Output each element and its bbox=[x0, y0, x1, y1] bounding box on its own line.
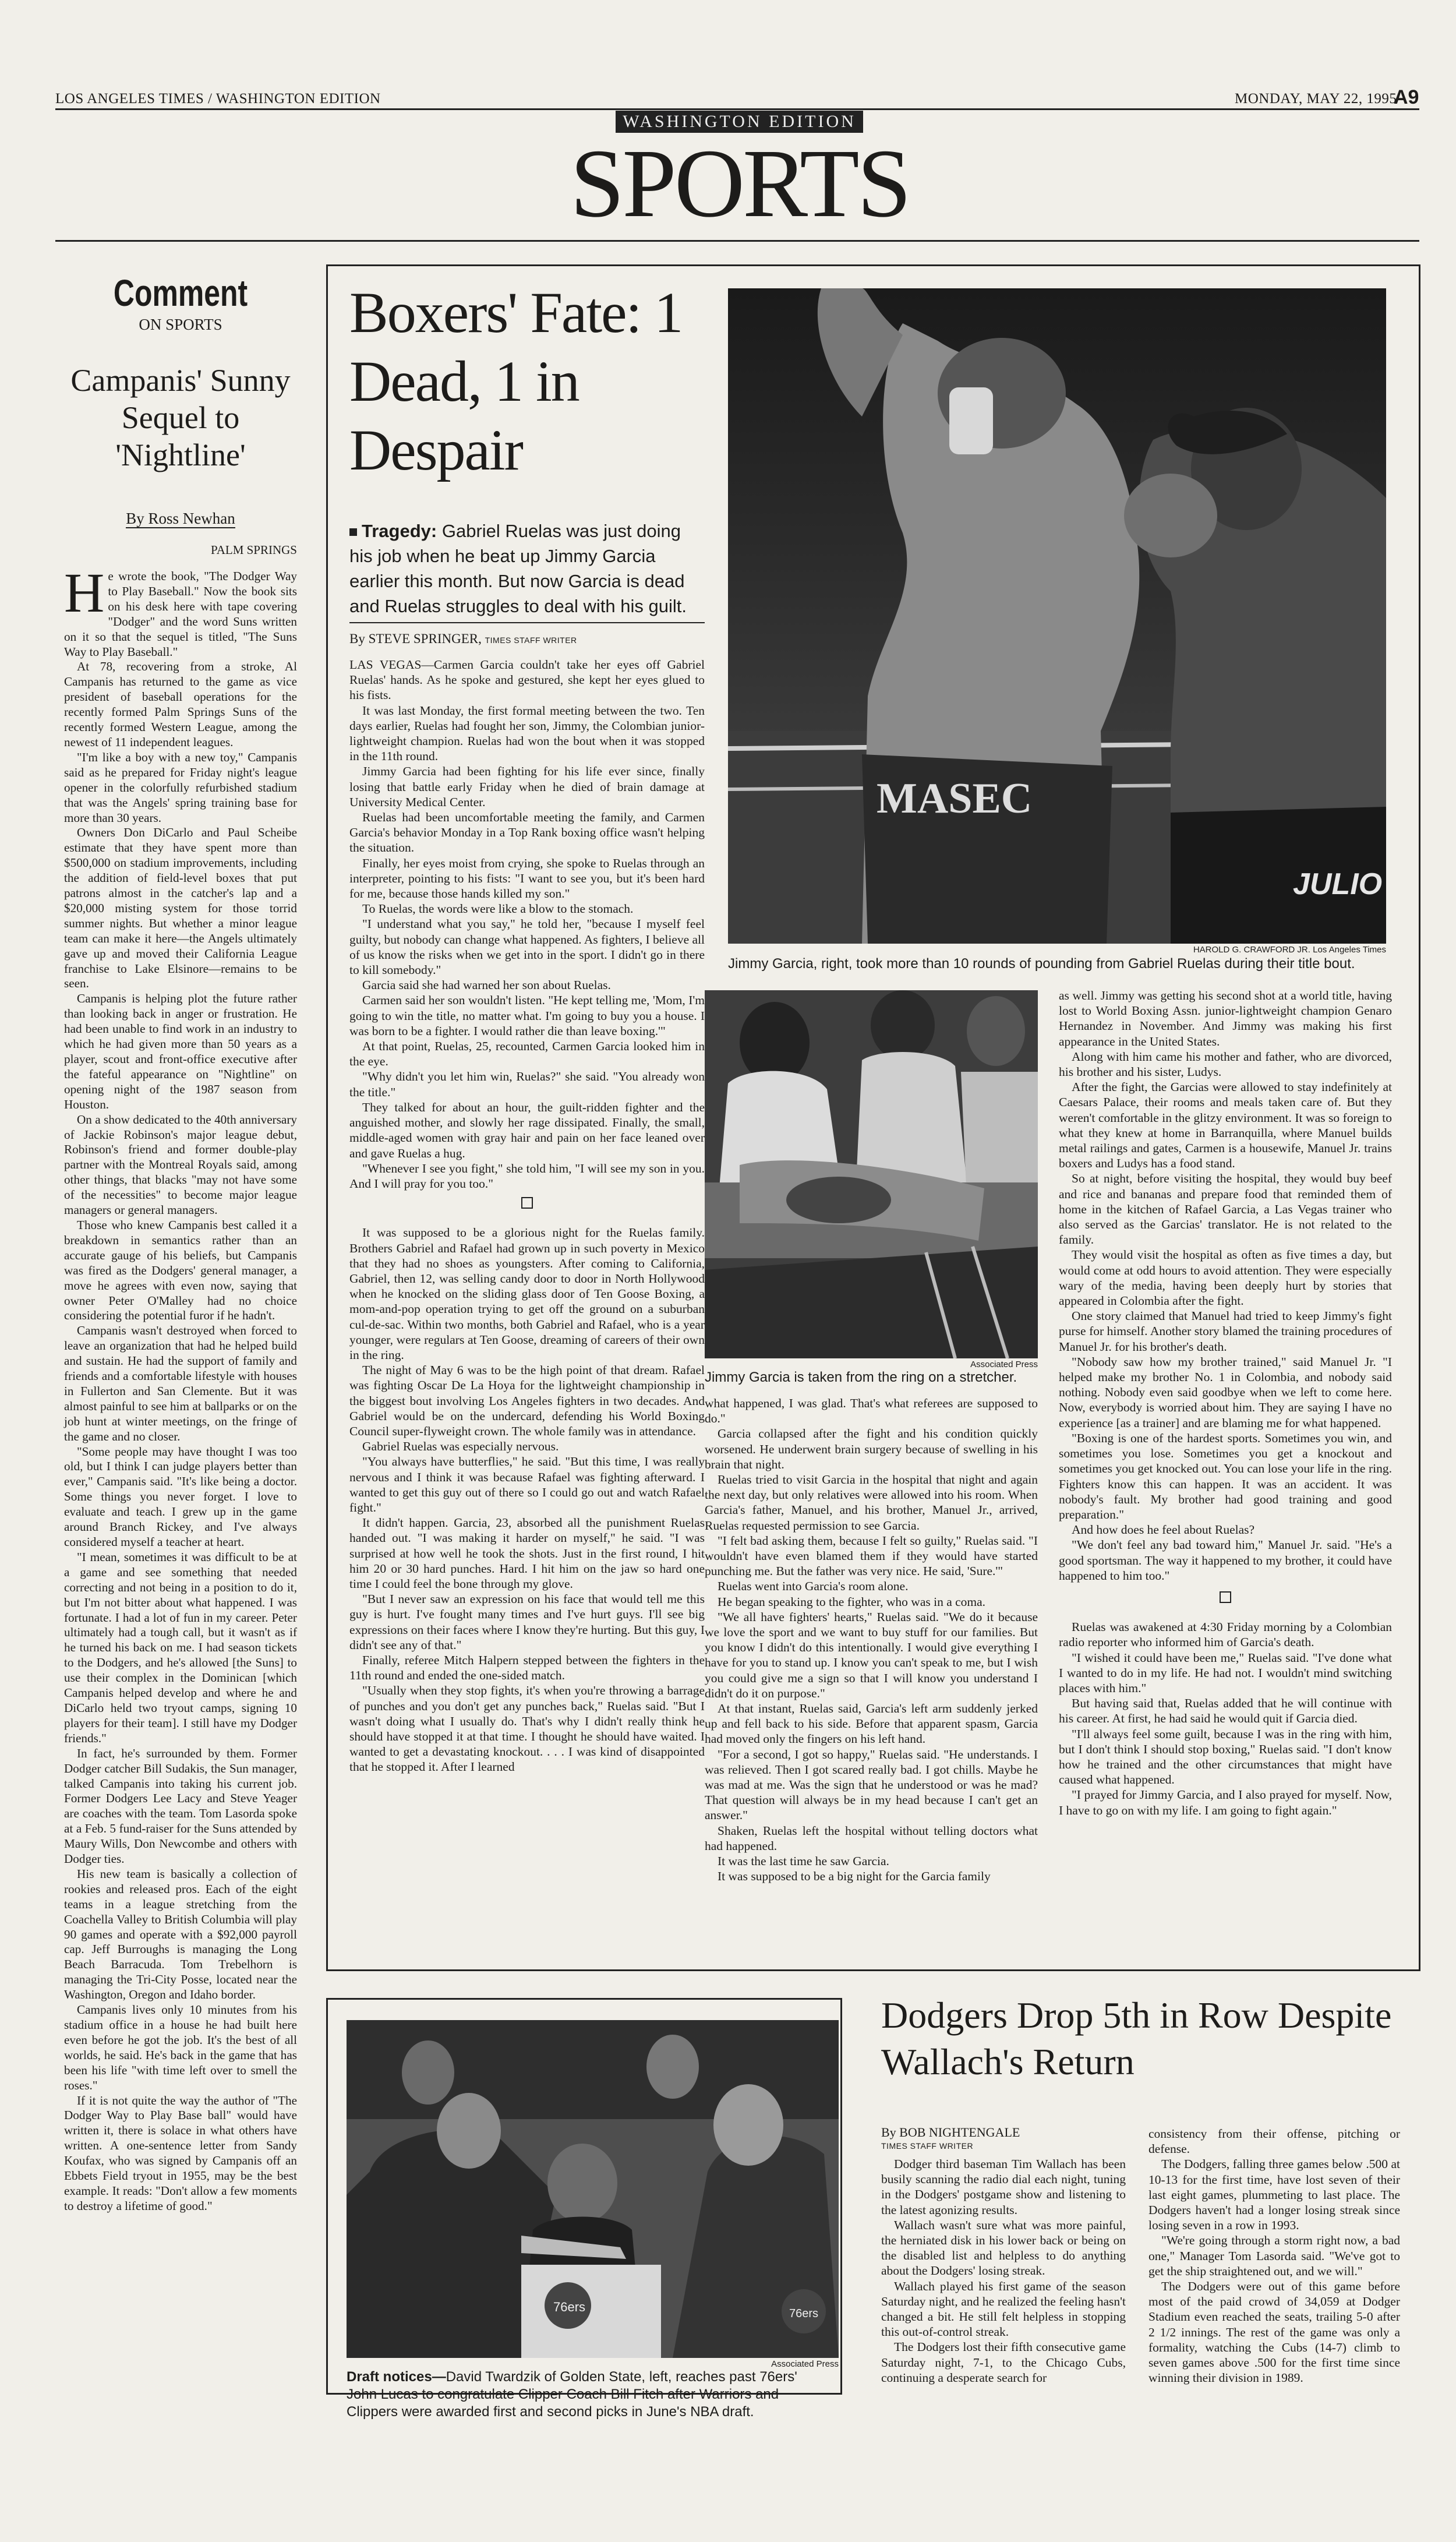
stretcher-photo bbox=[705, 990, 1038, 1358]
running-header-date: MONDAY, MAY 22, 1995 bbox=[1235, 91, 1397, 107]
dodgers-paragraph: "We're going through a storm right now, a bad one," Manager Tom Lasorda said. "We've got to get the ship straightened out, and we will." bbox=[1148, 2233, 1400, 2278]
boxers-paragraph: "For a second, I got so happy," Ruelas said. "He understands. I was relieved. Then I got scared really bad. I got chills. Maybe he was mad at me. Was the sign that he understood or was he mad? That question will always be in my head because I can't get an answer." bbox=[705, 1747, 1038, 1823]
comment-paragraph: Campanis wasn't destroyed when forced to leave an organization that had he helped build and sustain. He had the support of family and friends and a comfortable lifestyle with houses in Fullerton and San Clemente. But it was almost painful to see him at ballparks or on the job hunt at winter meetings, on the fringe of the game and no closer. bbox=[64, 1323, 297, 1443]
running-header-paper: LOS ANGELES TIMES / WASHINGTON EDITION bbox=[55, 91, 381, 107]
dodgers-byline: By BOB NIGHTENGALE bbox=[881, 2125, 1020, 2139]
boxers-paragraph: what happened, I was glad. That's what referees are supposed to do." bbox=[705, 1396, 1038, 1426]
boxers-paragraph: Ruelas tried to visit Garcia in the hospital that night and again the next day, but only relatives were allowed into his room. When Garcia's father, Manuel, and his brother, Manuel Jr., arrived, Ruelas requested permission to see Garcia. bbox=[705, 1473, 1038, 1533]
comment-body bbox=[64, 562, 297, 2214]
dodgers-paragraph: The Dodgers, falling three games below .500 at 10-13 for the first time, have lost seven of their last eight games, plummeting to last place. The Dodgers haven't had a longer losing streak since losing seven in a row in 1993. bbox=[1148, 2157, 1400, 2233]
deck-label: Tragedy: bbox=[362, 521, 437, 541]
boxers-paragraph: "Whenever I see you fight," she told him, "I will see my son in you. And I will pray for you too." bbox=[349, 1161, 705, 1191]
boxers-paragraph: It was supposed to be a glorious night for the Ruelas family. Brothers Gabriel and Rafael had grown up in such poverty in Mexico that they had no shoes as youngsters. After coming to California, Gabriel, then 12, was selling candy door to door in North Hollywood when he knocked on the sliding glass door of Ten Goose Boxing, a mom-and-pop operation trying to get off the ground on a suburban cul-de-sac. Within two months, both Gabriel and Rafael, who is a year younger, were regulars at Ten Goose, dreaming of careers of their own in the ring. bbox=[349, 1226, 705, 1362]
deck-rule bbox=[349, 622, 705, 623]
dodgers-paragraph: The Dodgers were out of this game before most of the paid crowd of 34,059 at Dodger Stadium even reached the seats, trailing 5-0 after 2 1/2 innings. The rest of the game was only a formality, watching the Cubs (14-7) climb to seven games above .500 for the first time since winning their division in 1989. bbox=[1148, 2279, 1400, 2385]
boxers-paragraph: Gabriel Ruelas was especially nervous. bbox=[362, 1439, 559, 1454]
boxers-paragraph: "I wished it could have been me," Ruelas said. "I've done what I wanted to do in my life. He had not. I wouldn't mind switching places with him." bbox=[1059, 1650, 1392, 1695]
page-number: A9 bbox=[1394, 86, 1419, 108]
draft-caption-text: David Twardzik of Golden State, left, reaches past 76ers' John Lucas to congratulate Clipper Coach Bill Fitch after Warriors and Clippers were awarded first and second picks in June's NBA draft. bbox=[347, 2369, 797, 2420]
stretcher-photo-credit: Associated Press bbox=[970, 1360, 1038, 1369]
boxers-paragraph: At that point, Ruelas, 25, recounted, Carmen Garcia looked him in the eye. bbox=[349, 1039, 705, 1069]
comment-dropcap: H bbox=[64, 562, 105, 624]
boxers-headline: Boxers' Fate: 1 Dead, 1 in Despair bbox=[349, 280, 683, 482]
boxers-paragraph: LAS VEGAS—Carmen Garcia couldn't take her eyes off Gabriel Ruelas' hands. As he spoke and gestured, she kept her eyes glued to his fists. bbox=[349, 658, 705, 702]
dodgers-byline-role: TIMES STAFF WRITER bbox=[881, 2141, 974, 2151]
boxers-paragraph: It didn't happen. Garcia, 23, absorbed all the punishment Ruelas handed out. "I was making it harder on myself," he said. "I was surprised at how well he took the shots. Just in the first round, I hit him 20 or 30 hard punches. Hard. I hit him on the jaw so hard one time I could feel the bone through my glove. bbox=[349, 1516, 705, 1591]
boxers-paragraph: But having said that, Ruelas added that he will continue with his career. At first, he had said he would quit if Garcia died. bbox=[1059, 1696, 1392, 1726]
dodgers-paragraph: The Dodgers lost their fifth consecutive game Saturday night, 7-1, to the Chicago Cubs, continuing a desperate search for bbox=[881, 2340, 1126, 2385]
comment-paragraph: If it is not quite the way the author of "The Dodger Way to Play Base ball" would have written it, there is solace in what others have written. A one-sentence letter from Sandy Koufax, who was signed by Campanis off an Ebbets Field tryout in 1955, may be the best example. It reads: "Don't allow a few moments to destroy a lifetime of good." bbox=[64, 2093, 297, 2213]
comment-dateline: PALM SPRINGS bbox=[210, 543, 297, 557]
comment-headline: Campanis' Sunny Sequel to 'Nightline' bbox=[70, 363, 291, 472]
comment-paragraph: Owners Don DiCarlo and Paul Scheibe estimate that they have spent more than $500,000 on stadium improvements, including the addition of field-level boxes that put patrons almost in the catcher's lap and a $20,000 misting system for those torrid summer nights. But whether a minor league team can make it here—the Angels ultimately gave up and moved their California League franchise to Lake Elsinore—remains to be seen. bbox=[64, 825, 297, 991]
boxers-byline-role: TIMES STAFF WRITER bbox=[485, 636, 577, 645]
comment-kicker-sub: ON SPORTS bbox=[139, 316, 222, 333]
comment-paragraph: Campanis is helping plot the future rather than looking back in anger or frustration. He had been unable to find work in an industry to which he had given more than 50 years as a player, scout and front-office executive after the fateful appearance on "Nightline" on opening night of the 1987 season from Houston. bbox=[64, 991, 297, 1111]
comment-paragraph: "Some people may have thought I was too old, but I think I can judge players better than ever," Campanis said. "It's like being a doctor. Some things you never forget. I love to evaluate and teach. I grew up in the game around Branch Rickey, and I've always considered myself a teacher at heart. bbox=[64, 1444, 297, 1549]
comment-paragraph: At 78, recovering from a stroke, Al Campanis has returned to the game as vice president of baseball operations for the recently formed Palm Springs Suns of the recently formed Western League, among the newest of 11 independent leagues. bbox=[64, 659, 297, 749]
deck-bullet-icon bbox=[349, 528, 357, 536]
stretcher-photo-art bbox=[705, 990, 1038, 1358]
boxers-paragraph: "Usually when they stop fights, it's when you're throwing a barrage of punches and you don't get any punches back," Ruelas said. "But I wasn't doing what I usually do. That's why I didn't really think he should have stopped it at that time. I thought he should have waited. I wanted to get a devastating knockout. . . . I was kind of disappointed that he stopped it. After I learned bbox=[349, 1683, 705, 1774]
boxers-col2 bbox=[705, 1396, 1038, 1884]
boxers-col1 bbox=[349, 657, 705, 1775]
trunks-lettering: MASEC bbox=[877, 775, 1033, 822]
boxing-photo-art bbox=[728, 288, 1386, 944]
boxers-paragraph: Finally, referee Mitch Halpern stepped between the fighters in the 11th round and ended the one-sided match. bbox=[349, 1653, 705, 1683]
boxers-paragraph: "We all have fighters' hearts," Ruelas said. "We do it because we love the sport and we want to buy stuff for our families. But you know I didn't do this intentionally. I would give everything I have for you to stand up. I know you can't speak to me, but I wish you could give me a sign so that I will know you understand I didn't do it on purpose." bbox=[705, 1609, 1038, 1700]
boxers-paragraph: "I understand what you say," he told her, "because I myself feel guilty, but nobody can change what happened. As fighters, I believe all of us know the risks when we get into in the sport. I didn't go in there to kill somebody." bbox=[349, 917, 705, 977]
boxers-paragraph: Finally, her eyes moist from crying, she spoke to Ruelas through an interpreter, pointing to his fists: "I want to see you, but it's been hard for me, because those hands killed my son." bbox=[349, 856, 705, 901]
boxers-paragraph: He began speaking to the fighter, who was in a coma. bbox=[718, 1594, 986, 1609]
boxers-paragraph: as well. Jimmy was getting his second shot at a world title, having lost to World Boxing Assn. junior-lightweight champion Genaro Hernandez in November. And Jimmy was making his first appearance in the United States. bbox=[1059, 988, 1392, 1048]
draft-photo-art bbox=[347, 2020, 839, 2358]
boxers-paragraph: "I'll always feel some guilt, because I was in the ring with him, but I don't think I should stop boxing," Ruelas said. "I don't know how he trained and the other circumstances that might have caused what happened. bbox=[1059, 1727, 1392, 1787]
lottery-ball-label: 76ers bbox=[553, 2300, 586, 2314]
comment-paragraph: In fact, he's surrounded by them. Former Dodger catcher Bill Sudakis, the Sun manager, talked Campanis into taking his current job. Former Dodgers Lee Lacy and Steve Yeager are coaches with the team. Tom Lasorda spoke at a Feb. 5 fund-raiser for the Suns attended by Maury Wills, Don Newcombe and others with Dodger ties. bbox=[64, 1746, 297, 1866]
dodgers-paragraph: consistency from their offense, pitching or defense. bbox=[1148, 2127, 1400, 2156]
boxers-paragraph: Shaken, Ruelas left the hospital without telling doctors what had happened. bbox=[705, 1823, 1038, 1853]
boxers-paragraph: So at night, before visiting the hospital, they would buy beef and rice and bananas and prepare food that reminded them of home in the kitchen of Rafael Garcia, a Las Vegas trainer who also served as the Garcias' translator. He is not related to the family. bbox=[1059, 1171, 1392, 1247]
boxers-paragraph: They would visit the hospital as often as five times a day, but would come at odd hours to avoid attention. They were especially wary of the media, having been deeply hurt by stories that appeared in Colombia after the fight. bbox=[1059, 1248, 1392, 1308]
boxers-paragraph: "Boxing is one of the hardest sports. Sometimes you win, and sometimes you lose. Sometimes you get a knockout and sometimes you get knocked out. You can lose your life in the ring. Fighters know this can happen. It was an accident. It was nobody's fault. My brother had good training and good preparation." bbox=[1059, 1431, 1392, 1521]
boxers-paragraph: Ruelas went into Garcia's room alone. bbox=[718, 1579, 909, 1594]
boxers-paragraph: "Why didn't you let him win, Ruelas?" she said. "You already won the title." bbox=[349, 1069, 705, 1099]
comment-lead: He wrote the book, "The Dodger Way to Play Baseball." Now the book sits on his desk here with tape covering "Dodger" and the word Suns written on it so that the sequel is titled, "The Suns Way to Play Baseball." bbox=[64, 562, 297, 659]
boxers-paragraph: Along with him came his mother and father, who are divorced, his brother and his sister, Ludys. bbox=[1059, 1049, 1392, 1079]
boxers-paragraph: "I prayed for Jimmy Garcia, and I also prayed for myself. Now, I have to go on with my life. I am going to fight again." bbox=[1059, 1788, 1392, 1817]
dodgers-col2 bbox=[1148, 2126, 1400, 2385]
boxers-paragraph: It was last Monday, the first formal meeting between the two. Ten days earlier, Ruelas had fought her son, Jimmy, the Colombian junior-lightweight champion. Ruelas had won the bout when it was stopped in the 11th round. bbox=[349, 703, 705, 764]
boxers-paragraph: To Ruelas, the words were like a blow to the stomach. bbox=[362, 902, 634, 916]
comment-paragraph: "I mean, sometimes it was difficult to be at a game and see something that needed correcting and not being in a position to do it, but I'm not bitter about what happened. I was fortunate. I had a lot of fun in my career. Peter ultimately had a tough call, but it wasn't as if he turned his back on me. I had season tickets to the Dodgers, and he's allowed [the Suns] to use their complex in the Dominican [which Campanis helped develop and where he and DiCarlo held two tryout camps, signing 10 players for their team]. I still have my Dodger friends." bbox=[64, 1549, 297, 1745]
boxers-paragraph: Carmen said her son wouldn't listen. "He kept telling me, 'Mom, I'm going to win the title, no matter what. I'm going to buy you a house. I was born to be a fighter. I would rather die than leave boxing.'" bbox=[349, 993, 705, 1038]
comment-paragraph: "I'm like a boy with a new toy," Campanis said as he prepared for Friday night's league opener in the colorfully refurbished stadium that was the Angels' spring training base for more than 30 years. bbox=[64, 750, 297, 825]
header-rule bbox=[55, 108, 1419, 110]
deck-text: Gabriel Ruelas was just doing his job when he beat up Jimmy Garcia earlier this month. But now Garcia is dead and Ruelas struggles to deal with his guilt. bbox=[349, 521, 687, 616]
edition-banner: WASHINGTON EDITION bbox=[616, 111, 863, 133]
boxers-paragraph: "Nobody saw how my brother trained," said Manuel Jr. "I helped make my brother No. 1 in Colombia, and nobody said nothing. Nobody even said goodbye when we left to come here. Now, everybody is worried about him. They are saying I have no experience [as a trainer] and are blaming me for what happened. bbox=[1059, 1354, 1392, 1430]
boxing-photo-credit: HAROLD G. CRAWFORD JR. Los Angeles Times bbox=[1193, 945, 1386, 955]
boxers-deck bbox=[349, 518, 705, 619]
boxers-col3 bbox=[1059, 988, 1392, 1818]
section-masthead: SPORTS bbox=[570, 129, 910, 238]
boxers-paragraph: Ruelas had been uncomfortable meeting the family, and Carmen Garcia's behavior Monday in a Top Rank boxing office wasn't helping the situation. bbox=[349, 810, 705, 855]
lottery-ball-label-2: 76ers bbox=[789, 2307, 819, 2320]
stretcher-photo-caption: Jimmy Garcia is taken from the ring on a stretcher. bbox=[705, 1369, 1017, 1385]
comment-column bbox=[64, 274, 297, 2214]
boxers-paragraph: "You always have butterflies," he said. "But this time, I was really nervous and I think it was because Rafael was fighting afterward. I wanted to get this guy out of there so I could go out and watch Rafael fight." bbox=[349, 1454, 705, 1514]
comment-byline: By Ross Newhan bbox=[126, 510, 235, 527]
boxers-paragraph: The night of May 6 was to be the high point of that dream. Rafael was fighting Oscar De La Hoya for the lightweight championship in the biggest bout involving Los Angeles fighters in two decades. And Gabriel would be on the undercard, defending his World Boxing Council super-flyweight crown. The whole family was in attendance. bbox=[349, 1363, 705, 1438]
boxers-paragraph: "We don't feel any bad toward him," Manuel Jr. said. "He's a good sportsman. The way it happened to my brother, it could have happened to him too." bbox=[1059, 1538, 1392, 1583]
boxers-paragraph: Jimmy Garcia had been fighting for his life ever since, finally losing that battle early Friday when he died of brain damage at University Medical Center. bbox=[349, 764, 705, 809]
boxers-paragraph: Garcia said she had warned her son about Ruelas. bbox=[362, 978, 611, 993]
draft-photo-credit: Associated Press bbox=[771, 2359, 839, 2369]
boxers-paragraph: At that instant, Ruelas said, Garcia's left arm suddenly jerked up and fell back to his side. Before that apparent spasm, Garcia had moved only the fingers on his left hand. bbox=[705, 1701, 1038, 1746]
boxers-paragraph: They talked for about an hour, the guilt-ridden fighter and the anguished mother, and slowly her rage dissipated. Finally, the small, middle-aged women with gray hair and pain on her face leaned over and gave Ruelas a hug. bbox=[349, 1100, 705, 1160]
comment-paragraph: Campanis lives only 10 minutes from his stadium office in a house he had built here even before he got the job. It's the best of all worlds, he said. He's back in the game that has been his life "with time left over to smell the roses." bbox=[64, 2003, 297, 2092]
trunks-lettering-2: JULIO bbox=[1293, 867, 1383, 901]
boxing-photo-caption: Jimmy Garcia, right, took more than 10 rounds of pounding from Gabriel Ruelas during their title bout. bbox=[728, 956, 1355, 972]
boxers-paragraph: Garcia collapsed after the fight and his condition quickly worsened. He underwent brain surgery because of swelling in his brain that night. bbox=[705, 1427, 1038, 1471]
draft-photo bbox=[347, 2020, 839, 2358]
dodgers-paragraph: Wallach played his first game of the season Saturday night, and he realized the feeling hasn't changed a bit. He still felt helpless in stopping this out-of-control streak. bbox=[881, 2279, 1126, 2339]
comment-paragraph: Those who knew Campanis best called it a breakdown in semantics rather than an accurate gauge of his beliefs, but Campanis was fired as the Dodgers' general manager, a move he agrees with even now, saying that owner Peter O'Malley had no choice considering the potential furor if he hadn't. bbox=[64, 1217, 297, 1323]
dodgers-headline: Dodgers Drop 5th in Row Despite Wallach's Return bbox=[881, 1994, 1392, 2082]
comment-paragraph: On a show dedicated to the 40th anniversary of Jackie Robinson's major league debut, Robinson's friend and former double-play partner with the Montreal Royals said, among other things, that blacks "may not have some of the necessities" to become major league managers or general managers. bbox=[64, 1112, 297, 1217]
boxers-paragraph: It was the last time he saw Garcia. bbox=[718, 1854, 889, 1869]
boxers-paragraph: After the fight, the Garcias were allowed to stay indefinitely at Caesars Palace, their rooms and meals taken care of. But they weren't comfortable in the glitzy environment. It was so foreign to what they knew at home in Barranquilla, where Manuel builds metal railings and gates, Carmen is a housewife, Manuel Jr. trains boxers and Ludys has a food stand. bbox=[1059, 1080, 1392, 1171]
boxers-paragraph: And how does he feel about Ruelas? bbox=[1072, 1523, 1255, 1537]
boxers-byline: By STEVE SPRINGER, TIMES STAFF WRITER bbox=[349, 631, 577, 646]
section-break-icon bbox=[521, 1197, 533, 1209]
comment-paragraph: His new team is basically a collection of rookies and released pros. Each of the eight teams in a league stretching from the Coachella Valley to British Columbia will play 90 games and operate with a $92,000 payroll cap. Jeff Burroughs is managing the Long Beach Barracuda. Tom Trebelhorn is managing the Tri-City Posse, located near the Washington, Oregon and Idaho border. bbox=[64, 1866, 297, 2002]
boxers-paragraph: "But I never saw an expression on his face that would tell me this guy is hurt. I've fought many times and I've hurt guys. I'll see big expressions on their faces where I know they're hurting. But this guy, I didn't see any of that." bbox=[349, 1592, 705, 1652]
dodgers-col1 bbox=[881, 2156, 1126, 2385]
draft-caption-label: Draft notices— bbox=[347, 2369, 446, 2385]
dodgers-paragraph: Dodger third baseman Tim Wallach has been busily scanning the radio dial each night, tuning in the Dodgers' postgame show and listening to the latest agonizing results. bbox=[881, 2157, 1126, 2217]
comment-kicker: Comment bbox=[113, 272, 248, 314]
boxers-paragraph: It was supposed to be a big night for the Garcia family bbox=[718, 1869, 991, 1884]
section-break-icon bbox=[1220, 1591, 1231, 1603]
dodgers-paragraph: Wallach wasn't sure what was more painful, the herniated disk in his lower back or being on the disabled list and helpless to do anything about the Dodgers' losing streak. bbox=[881, 2218, 1126, 2278]
boxers-paragraph: Ruelas was awakened at 4:30 Friday morning by a Colombian radio reporter who informed him of Garcia's death. bbox=[1059, 1620, 1392, 1650]
draft-photo-caption bbox=[347, 2368, 830, 2421]
boxers-paragraph: "I felt bad asking them, because I felt so guilty," Ruelas said. "I wouldn't have even blamed them if they would have started punching me. But the father was very nice. He said, 'Sure.'" bbox=[705, 1533, 1038, 1579]
boxers-paragraph: One story claimed that Manuel had tried to keep Jimmy's fight purse for himself. Another story blamed the training procedures of Manuel Jr. for his brother's death. bbox=[1059, 1309, 1392, 1354]
boxing-photo bbox=[728, 288, 1386, 944]
masthead-rule bbox=[55, 240, 1419, 242]
